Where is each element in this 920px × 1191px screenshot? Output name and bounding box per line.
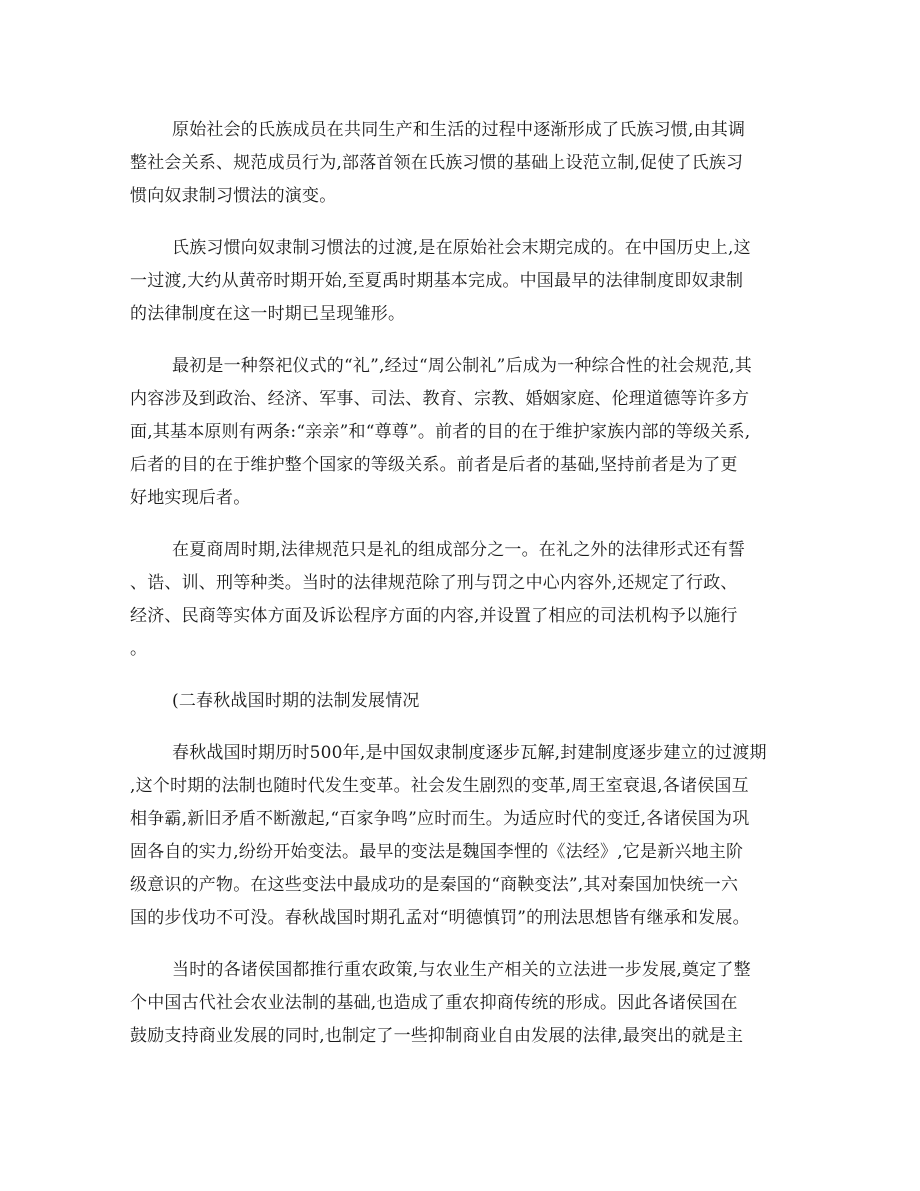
text-line: 的法律制度在这一时期已呈现雏形。	[130, 304, 406, 324]
paragraph-3	[130, 350, 796, 515]
paragraph-1	[130, 114, 796, 213]
text-line: 原始社会的氏族成员在共同生产和生活的过程中逐渐形成了氏族习惯,由其调	[172, 120, 746, 140]
text-line: 相争霸,新旧矛盾不断激起,“百家争鸣”应时而生。为适应时代的变迁,各诸侯国为巩	[130, 809, 750, 829]
text-line: 内容涉及到政治、经济、军事、司法、教育、宗教、婚姻家庭、伦理道德等许多方	[130, 389, 750, 409]
text-line: 整社会关系、规范成员行为,部落首领在氏族习惯的基础上设范立制,促使了氏族习	[130, 153, 744, 173]
text-line: 、诰、训、刑等种类。当时的法律规范除了刑与罚之中心内容外,还规定了行政、	[130, 573, 738, 593]
text-line: 面,其基本原则有两条:“亲亲”和“尊尊”。前者的目的在于维护家族内部的等级关系,	[130, 422, 751, 442]
text-line: 春秋战国时期历时500年,是中国奴隶制度逐步瓦解,封建制度逐步建立的过渡期	[172, 743, 767, 763]
text-line: ,这个时期的法制也随时代发生变革。社会发生剧烈的变革,周王室衰退,各诸侯国互	[130, 776, 749, 796]
text-line: 一过渡,大约从黄帝时期开始,至夏禹时期基本完成。中国最早的法律制度即奴隶制	[130, 271, 744, 291]
section-heading: (二春秋战国时期的法制发展情况	[172, 691, 420, 711]
paragraph-2	[130, 232, 796, 331]
text-line: 。	[130, 639, 148, 659]
text-line: 固各自的实力,纷纷开始变法。最早的变法是魏国李悝的《法经》,它是新兴地主阶	[130, 842, 744, 862]
text-line: 后者的目的在于维护整个国家的等级关系。前者是后者的基础,坚持前者是为了更	[130, 455, 738, 475]
paragraph-5	[130, 737, 796, 935]
text-line: 个中国古代社会农业法制的基础,也造成了重农抑商传统的形成。因此各诸侯国在	[130, 993, 738, 1013]
text-line: 在夏商周时期,法律规范只是礼的组成部分之一。在礼之外的法律形式还有誓	[172, 540, 746, 560]
text-line: 当时的各诸侯国都推行重农政策,与农业生产相关的立法进一步发展,奠定了整	[172, 960, 751, 980]
text-line: 经济、民商等实体方面及诉讼程序方面的内容,并设置了相应的司法机构予以施行	[130, 606, 738, 626]
text-line: 最初是一种祭祀仪式的“礼”,经过“周公制礼”后成为一种综合性的社会规范,其	[172, 356, 752, 376]
paragraph-6	[130, 954, 796, 1053]
document-page	[130, 114, 796, 1072]
text-line: 惯向奴隶制习惯法的演变。	[130, 186, 337, 206]
text-line: 好地实现后者。	[130, 488, 251, 508]
paragraph-4	[130, 534, 796, 666]
text-line: 级意识的产物。在这些变法中最成功的是秦国的“商鞅变法”,其对秦国加快统一六	[130, 875, 739, 895]
text-line: 鼓励支持商业发展的同时,也制定了一些抑制商业自由发展的法律,最突出的就是主	[130, 1026, 744, 1046]
text-line: 氏族习惯向奴隶制习惯法的过渡,是在原始社会末期完成的。在中国历史上,这	[172, 238, 751, 258]
text-line: 国的步伐功不可没。春秋战国时期孔孟对“明德慎罚”的刑法思想皆有继承和发展。	[130, 908, 750, 928]
